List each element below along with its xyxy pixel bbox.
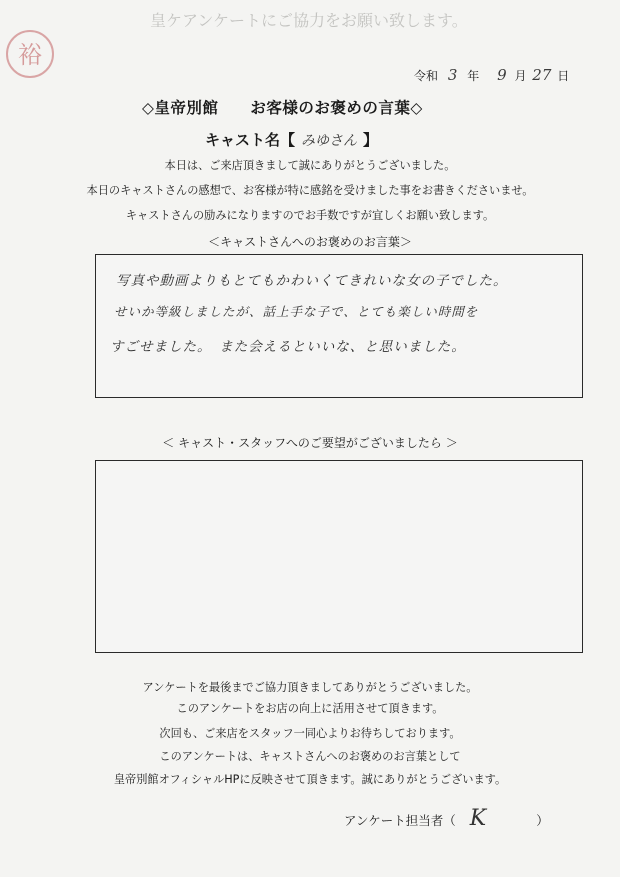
date-field: [414, 66, 569, 84]
praise-line: せいか等級しましたが、話上手な子で、とても楽しい時間を: [114, 304, 479, 319]
bleed-through-text: 皇ケアンケートにご協力をお願い致します。: [150, 11, 468, 30]
closing-line: このアンケートは、キャストさんへのお褒めのお言葉として: [159, 750, 461, 763]
closing-line: 皇帝別館オフィシャルHPに反映させて頂きます。誠にありがとうございます。: [113, 773, 507, 786]
closing-line: アンケートを最後までご協力頂きましてありがとうございました。: [142, 681, 478, 694]
seal-stamp: [6, 30, 54, 78]
cast-name-line: [205, 129, 378, 150]
request-box: [95, 460, 583, 653]
praise-line: すごせました。 また会えるといいな、と思いました。: [110, 339, 466, 355]
date-era: 令和: [414, 69, 439, 83]
intro-line: 本日のキャストさんの感想で、お客様が特に感銘を受けました事をお書きくださいませ。: [86, 184, 534, 197]
cast-name-label: キャスト名【: [205, 131, 296, 149]
cast-name-value: みゆさん: [301, 133, 358, 149]
date-year: 3: [447, 66, 458, 84]
intro-line: キャストさんの励みになりますのでお手数ですが宜しくお願い致します。: [125, 209, 495, 222]
staff-label: アンケート担当者（: [344, 813, 456, 828]
cast-name-close: 】: [363, 131, 379, 149]
praise-heading: ＜キャストさんへのお褒めのお言葉＞: [208, 235, 412, 249]
date-month-unit: 月: [514, 69, 527, 83]
date-day: 27: [532, 66, 552, 84]
page-title: ◇皇帝別館 お客様のお褒めの言葉◇: [142, 99, 423, 117]
intro-line: 本日は、ご来店頂きまして誠にありがとうございました。: [164, 159, 456, 172]
staff-signature-line: [344, 806, 549, 831]
date-year-unit: 年: [467, 69, 480, 83]
request-heading: ＜ キャスト・スタッフへのご要望がございましたら ＞: [162, 436, 458, 450]
staff-close: ）: [536, 813, 549, 828]
date-month: 9: [497, 66, 507, 84]
closing-line: 次回も、ご来店をスタッフ一同心よりお待ちしております。: [159, 727, 461, 740]
closing-line: このアンケートをお店の向上に活用させて頂きます。: [176, 702, 444, 715]
praise-line: 写真や動画よりもとてもかわいくてきれいな女の子でした。: [116, 273, 508, 289]
praise-box: [95, 254, 583, 398]
date-day-unit: 日: [557, 69, 570, 83]
staff-signature: K: [469, 806, 487, 831]
svg-text:裕: 裕: [18, 41, 42, 69]
